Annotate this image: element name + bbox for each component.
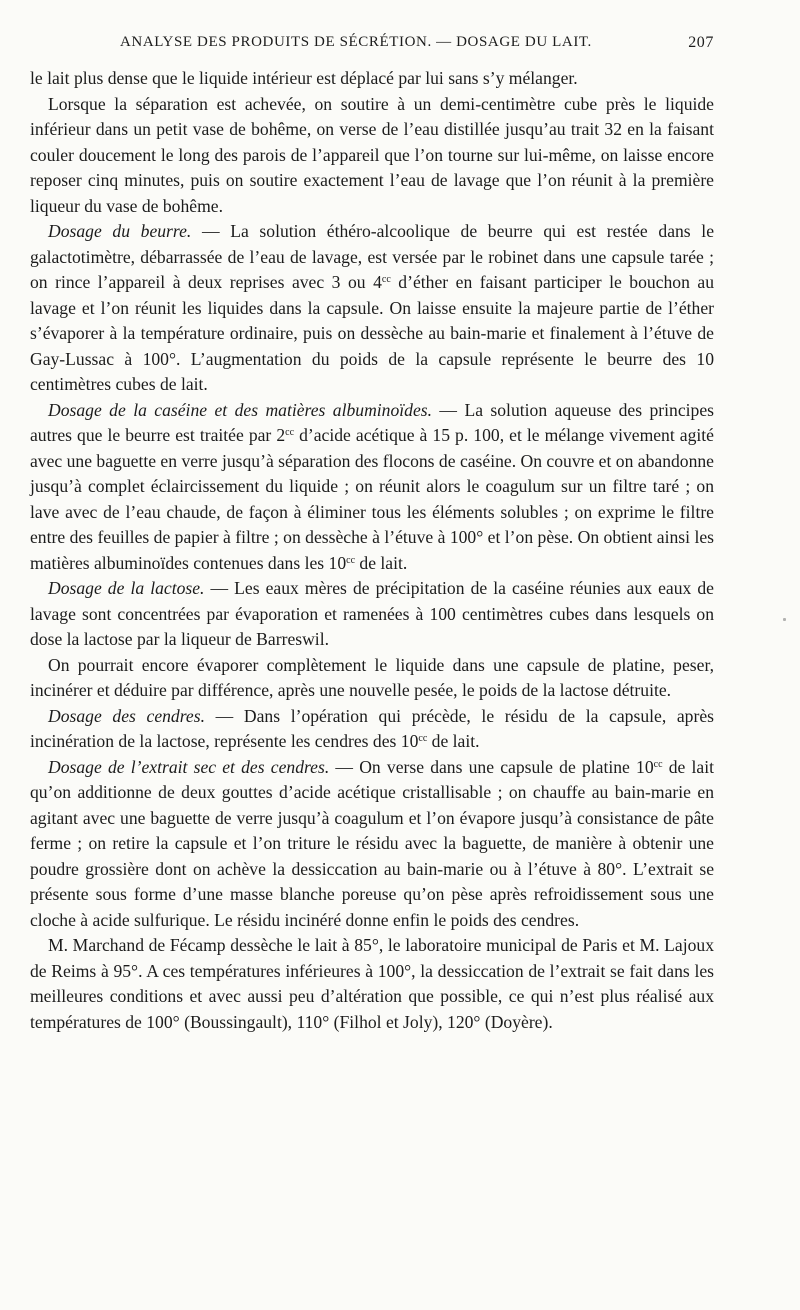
section-run-in-heading: Dosage de l’extrait sec et des cendres. xyxy=(48,756,330,777)
paragraph xyxy=(30,704,714,755)
paragraph-text: — On verse dans une capsule de platine $10^{cc}$ de lait qu’on additionne de deux gouttes d’acide acétique cristallisable ; on chauffe au bain-marie en agitant avec une baguette de verre jusqu’à coagulum et l’on évapore jusqu’à consistance de pâte ferme ; on retire la capsule et l’on triture le résidu avec la baguette, de manière à obtenir une poudre grossière dont on achève la dessiccation au bain-marie ou à l’étuve à 80°. L’extrait se présente sous forme d’une masse blanche poreuse qu’on pèse après refroidissement sous une cloche à acide sulfurique. Le résidu incinéré donne enfin le poids des cendres. xyxy=(30,756,714,930)
section-run-in-heading: Dosage de la lactose. xyxy=(48,578,205,598)
section-run-in-heading: Dosage de la caséine et des matières albuminoïdes. xyxy=(48,399,433,420)
paragraph-text: On pourrait encore évaporer complètement le liquide dans une capsule de platine, peser, incinérer et déduire par différence, après une nouvelle pesée, le poids de la lactose détruite. xyxy=(30,654,714,700)
paragraph xyxy=(30,933,714,1035)
paragraph xyxy=(30,398,714,577)
running-header xyxy=(120,34,714,56)
paragraph xyxy=(30,755,714,934)
section-run-in-heading: Dosage du beurre. xyxy=(48,221,192,241)
paragraph xyxy=(30,66,714,92)
paper-speck xyxy=(783,618,786,621)
paragraph xyxy=(30,653,714,704)
page-number: 207 xyxy=(688,34,714,51)
body-text xyxy=(30,66,714,1035)
paragraph-text: — Les eaux mères de précipitation de la caséine réunies aux eaux de lavage sont concentrées par évaporation et ramenées à 100 centimètres cubes dans lesquels on dose la lactose par la liqueur de Barreswil. xyxy=(30,578,714,649)
paragraph-text: — La solution aqueuse des principes autres que le beurre est traitée par $2^{cc}$ d’acide acétique à 15 p. 100, et le mélange vivement agité avec une baguette en verre jusqu’à séparation des flocons de caséine. On couvre et on abandonne jusqu’à complet éclaircissement du liquide ; on réunit alors le coagulum sur un filtre taré ; on lave avec de l’eau chaude, de façon à éliminer tous les éléments solubles ; on exprime le filtre entre des feuilles de papier à filtre ; on dessèche à l’étuve à 100° et l’on pèse. On obtient ainsi les matières albuminoïdes contenues dans les $10^{cc}$ de lait. xyxy=(30,399,714,573)
paragraph-text: — La solution éthéro-alcoolique de beurre qui est restée dans le galactotimètre, débarrassée de l’eau de lavage, est versée par le robinet dans une capsule tarée ; on rince l’appareil à deux reprises avec 3 ou $4^{cc}$ d’éther en faisant participer le bouchon au lavage et l’on réunit les liquides dans la capsule. On laisse ensuite la majeure partie de l’éther s’évaporer à la température ordinaire, puis on dessèche au bain-marie et finalement à l’étuve de Gay-Lussac à 100°. L’augmentation du poids de la capsule représente le beurre des 10 centimètres cubes de lait. xyxy=(30,221,714,394)
paragraph xyxy=(30,576,714,653)
paragraph-text: Lorsque la séparation est achevée, on soutire à un demi-centimètre cube près le liquide inférieur dans un petit vase de bohême, on verse de l’eau distillée jusqu’au trait 32 en la faisant couler doucement le long des parois de l’appareil que l’on tourne sur lui-même, on laisse encore reposer cinq minutes, puis on soutire exactement l’eau de lavage que l’on réunit à la première liqueur du vase de bohême. xyxy=(30,93,714,216)
section-run-in-heading: Dosage des cendres. xyxy=(48,705,205,726)
paragraph xyxy=(30,92,714,220)
running-title: ANALYSE DES PRODUITS DE SÉCRÉTION. — DOSAGE DU LAIT. xyxy=(120,34,592,50)
paragraph-text: le lait plus dense que le liquide intérieur est déplacé par lui sans s’y mélanger. xyxy=(30,68,578,88)
paragraph-text: M. Marchand de Fécamp dessèche le lait à 85°, le laboratoire municipal de Paris et M. Lajoux de Reims à 95°. A ces températures inférieures à 100°, la dessiccation de l’extrait se fait dans les meilleures conditions et avec aussi peu d’altération que possible, ce qui n’est plus réalisé aux températures de 100° (Boussingault), 110° (Filhol et Joly), 120° (Doyère). xyxy=(30,935,714,1032)
paragraph xyxy=(30,219,714,398)
paragraph-text: — Dans l’opération qui précède, le résidu de la capsule, après incinération de la lactose, représente les cendres des $10^{cc}$ de lait. xyxy=(30,705,714,751)
